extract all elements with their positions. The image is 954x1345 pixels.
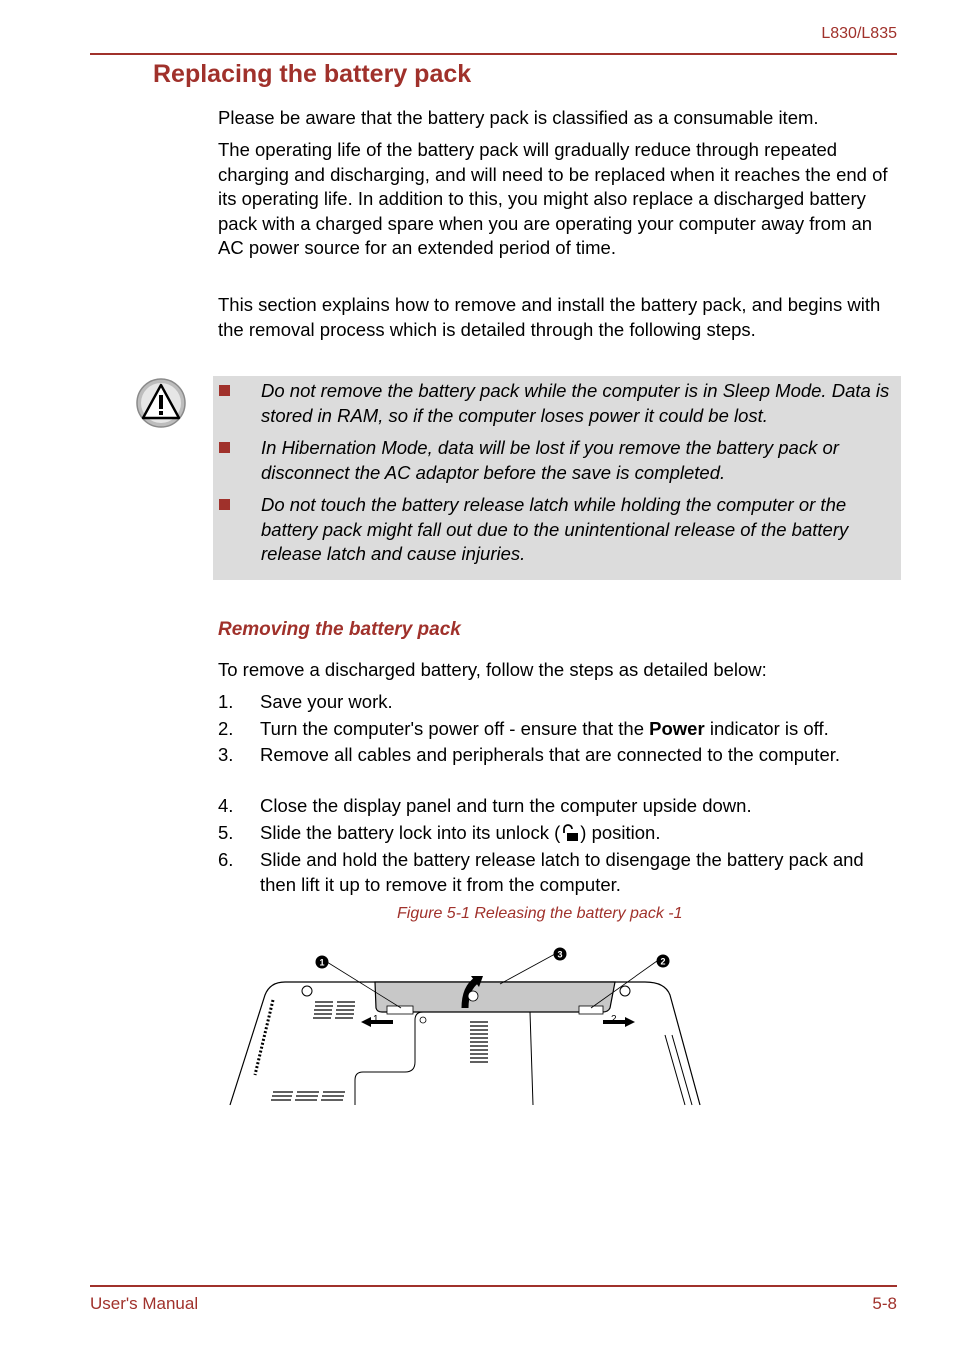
callout-1: 1 (319, 957, 325, 968)
header-model: L830/L835 (821, 25, 897, 42)
step-text (260, 717, 890, 742)
step-number: 6. (218, 849, 234, 870)
step-text-post: ) position. (580, 822, 661, 843)
step-number: 4. (218, 795, 234, 816)
steps-intro: To remove a discharged battery, follow the steps as detailed below: (218, 659, 767, 680)
intro-paragraph-3: This section explains how to remove and install the battery pack, and begins with the removal process which is detailed through the following steps. (218, 294, 881, 340)
arrow-label-1: 1 (373, 1014, 379, 1025)
warning-triangle-icon (136, 378, 186, 428)
step-text: Slide and hold the battery release latch to disengage the battery pack and then lift it up to remove it from the computer. (260, 849, 864, 895)
warning-item-1: Do not remove the battery pack while the computer is in Sleep Mode. Data is stored in RAM, so if the computer loses power it could be lost. (261, 380, 890, 426)
warning-item-2: In Hibernation Mode, data will be lost if you remove the battery pack or disconnect the AC adaptor before the save is completed. (261, 437, 839, 483)
section-title: Replacing the battery pack (153, 60, 472, 88)
intro-paragraph-2: The operating life of the battery pack will gradually reduce through repeated charging and discharging, and will need to be replaced when it reaches the end of its operating life. In addition to this, you might also replace a discharged battery pack with a charged spare when you are operating your computer away from an AC power source for an extended period of time. (218, 139, 888, 258)
warning-bullet (219, 499, 230, 510)
step-number: 5. (218, 822, 234, 843)
step-text (260, 821, 890, 846)
warning-item-3: Do not touch the battery release latch while holding the computer or the battery pack might fall out due to the unintentional release of the battery release latch and cause injuries. (261, 494, 849, 564)
warning-bullet (219, 385, 230, 396)
step-number: 1. (218, 691, 234, 712)
step-text: Close the display panel and turn the computer upside down. (260, 795, 752, 816)
step-text-pre: Turn the computer's power off - ensure that the (260, 718, 650, 739)
step-text: Remove all cables and peripherals that are connected to the computer. (260, 744, 841, 765)
intro-paragraph-1: Please be aware that the battery pack is classified as a consumable item. (218, 107, 819, 128)
footer-page-number: 5-8 (872, 1294, 897, 1313)
power-label: Power (649, 718, 705, 739)
callout-3: 3 (557, 949, 563, 960)
warning-bullet (219, 442, 230, 453)
header-rule (90, 53, 897, 55)
step-number: 3. (218, 744, 234, 765)
subsection-title: Removing the battery pack (218, 619, 461, 640)
footer-manual-title: User's Manual (90, 1294, 199, 1313)
figure-caption: Figure 5-1 Releasing the battery pack -1 (397, 905, 683, 922)
step-text: Save your work. (260, 691, 393, 712)
unlock-icon (560, 824, 580, 842)
callout-2: 2 (660, 956, 666, 967)
arrow-label-2: 2 (611, 1014, 617, 1025)
step-text-pre: Slide the battery lock into its unlock ( (260, 822, 561, 843)
step-text-post: indicator is off. (704, 718, 829, 739)
step-number: 2. (218, 718, 234, 739)
battery-release-figure (225, 940, 705, 1110)
footer-rule (90, 1285, 897, 1287)
